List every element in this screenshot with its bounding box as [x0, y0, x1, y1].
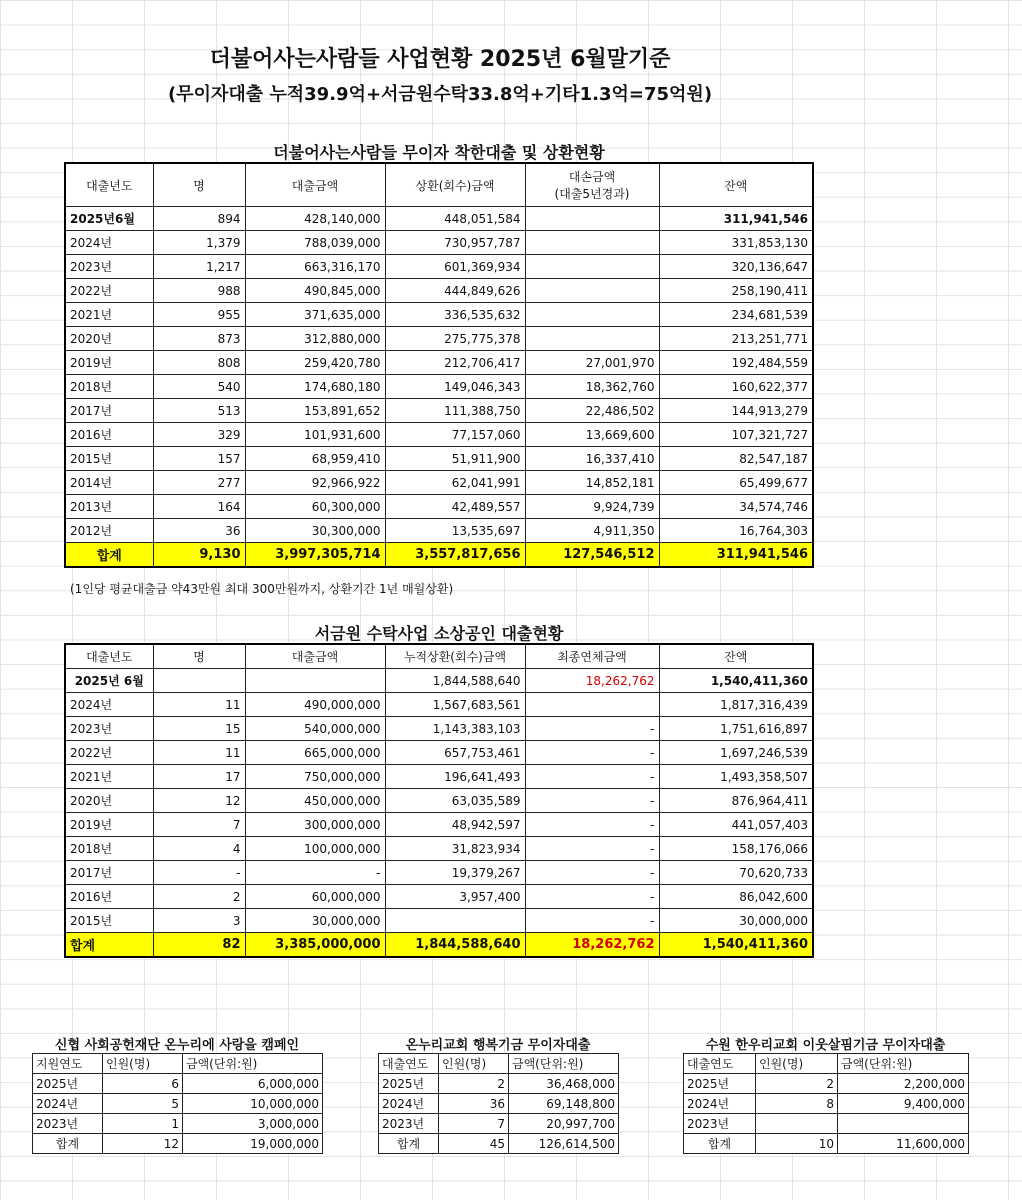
count-cell: 164 [153, 495, 245, 519]
year-cell: 2020년 [65, 327, 153, 351]
col-header-year: 지원연도 [33, 1054, 103, 1074]
loan-amount-cell: 68,959,410 [245, 447, 385, 471]
count-cell: 894 [153, 207, 245, 231]
table-row [65, 231, 813, 255]
table-row [65, 351, 813, 375]
small2-caption: 온누리교회 행복기금 무이자대출 [405, 1038, 591, 1053]
balance-cell: 144,913,279 [659, 399, 813, 423]
amount-cell: 69,148,800 [509, 1094, 619, 1114]
table-row [684, 1114, 969, 1134]
amount-cell: 9,400,000 [838, 1094, 969, 1114]
total-year-cell: 합계 [379, 1134, 439, 1154]
total-row [65, 933, 813, 958]
col-header-amount: 금액(단위:원) [183, 1054, 323, 1074]
loan-amount-cell: 60,300,000 [245, 495, 385, 519]
bad-debt-cell [525, 207, 659, 231]
table-row [379, 1074, 619, 1094]
year-cell: 2016년 [65, 423, 153, 447]
table-row [33, 1074, 323, 1094]
count-cell: 955 [153, 303, 245, 327]
repaid-cell: 149,046,343 [385, 375, 525, 399]
bad-debt-cell [525, 303, 659, 327]
repaid-cell: 62,041,991 [385, 471, 525, 495]
total-row [684, 1134, 969, 1154]
count-cell: 7 [153, 813, 245, 837]
people-cell: 36 [439, 1094, 509, 1114]
repaid-cell: 31,823,934 [385, 837, 525, 861]
repaid-cell: 1,567,683,561 [385, 693, 525, 717]
balance-cell: 160,622,377 [659, 375, 813, 399]
bad-debt-cell: 27,001,970 [525, 351, 659, 375]
balance-cell: 1,697,246,539 [659, 741, 813, 765]
table1-caption: 더불어사는사람들 무이자 착한대출 및 상환현황 [273, 143, 605, 162]
col-header-amount: 금액(단위:원) [838, 1054, 969, 1074]
loan-amount-cell: - [245, 861, 385, 885]
loan-amount-cell [245, 669, 385, 693]
count-cell: 11 [153, 693, 245, 717]
people-cell: 8 [756, 1094, 838, 1114]
balance-cell: 16,764,303 [659, 519, 813, 543]
count-cell: 988 [153, 279, 245, 303]
balance-cell: 258,190,411 [659, 279, 813, 303]
overdue-cell: - [525, 717, 659, 741]
balance-cell: 70,620,733 [659, 861, 813, 885]
balance-cell: 107,321,727 [659, 423, 813, 447]
overdue-cell: - [525, 909, 659, 933]
count-cell: 4 [153, 837, 245, 861]
count-cell: 873 [153, 327, 245, 351]
col-header-amount: 금액(단위:원) [509, 1054, 619, 1074]
header-row [684, 1054, 969, 1074]
col-header-bad-debt [525, 163, 659, 207]
loan-amount-cell: 92,966,922 [245, 471, 385, 495]
loan-amount-cell: 750,000,000 [245, 765, 385, 789]
total-repaid-cell: 3,557,817,656 [385, 543, 525, 568]
repaid-cell: 657,753,461 [385, 741, 525, 765]
amount-cell: 2,200,000 [838, 1074, 969, 1094]
total-year-cell: 합계 [65, 543, 153, 568]
table-row [379, 1114, 619, 1134]
year-cell: 2024년 [684, 1094, 756, 1114]
onnuri-fund-table [378, 1053, 619, 1154]
year-cell: 2023년 [684, 1114, 756, 1134]
total-loan-amount-cell: 3,997,305,714 [245, 543, 385, 568]
balance-cell: 82,547,187 [659, 447, 813, 471]
amount-cell [838, 1114, 969, 1134]
year-cell: 2023년 [65, 717, 153, 741]
table-row [65, 861, 813, 885]
repaid-cell: 336,535,632 [385, 303, 525, 327]
balance-cell: 331,853,130 [659, 231, 813, 255]
col-header-year: 대출년도 [65, 163, 153, 207]
repaid-cell: 448,051,584 [385, 207, 525, 231]
year-cell: 2025년 [379, 1074, 439, 1094]
loan-amount-cell: 101,931,600 [245, 423, 385, 447]
balance-cell: 441,057,403 [659, 813, 813, 837]
total-amount-cell: 19,000,000 [183, 1134, 323, 1154]
total-people-cell: 10 [756, 1134, 838, 1154]
balance-cell: 1,817,316,439 [659, 693, 813, 717]
year-cell: 2012년 [65, 519, 153, 543]
loan-amount-cell: 60,000,000 [245, 885, 385, 909]
year-cell: 2022년 [65, 279, 153, 303]
repaid-cell: 212,706,417 [385, 351, 525, 375]
year-cell: 2017년 [65, 399, 153, 423]
total-repaid-cell: 1,844,588,640 [385, 933, 525, 958]
people-cell: 7 [439, 1114, 509, 1134]
repaid-cell: 63,035,589 [385, 789, 525, 813]
loan-amount-cell: 100,000,000 [245, 837, 385, 861]
total-amount-cell: 126,614,500 [509, 1134, 619, 1154]
table-row [65, 693, 813, 717]
smallbiz-loan-table [64, 643, 814, 958]
table-row [65, 741, 813, 765]
header-row [33, 1054, 323, 1074]
loan-amount-cell: 153,891,652 [245, 399, 385, 423]
loan-amount-cell: 788,039,000 [245, 231, 385, 255]
bad-debt-cell: 22,486,502 [525, 399, 659, 423]
count-cell: 2 [153, 885, 245, 909]
table-row [65, 423, 813, 447]
count-cell: 513 [153, 399, 245, 423]
col-header-balance: 잔액 [659, 644, 813, 669]
repaid-cell: 1,844,588,640 [385, 669, 525, 693]
year-cell: 2019년 [65, 813, 153, 837]
col-header-count: 명 [153, 163, 245, 207]
year-cell: 2015년 [65, 909, 153, 933]
total-balance-cell: 1,540,411,360 [659, 933, 813, 958]
table-row [65, 909, 813, 933]
count-cell: 17 [153, 765, 245, 789]
overdue-cell: - [525, 837, 659, 861]
table-row [65, 765, 813, 789]
balance-cell: 1,751,616,897 [659, 717, 813, 741]
count-cell: 329 [153, 423, 245, 447]
loan-amount-cell: 312,880,000 [245, 327, 385, 351]
amount-cell: 3,000,000 [183, 1114, 323, 1134]
total-row [379, 1134, 619, 1154]
table-row [65, 813, 813, 837]
count-cell: 1,379 [153, 231, 245, 255]
table-row [65, 303, 813, 327]
bad-debt-cell: 18,362,760 [525, 375, 659, 399]
overdue-cell: - [525, 789, 659, 813]
overdue-cell: - [525, 813, 659, 837]
total-bad-debt-cell: 127,546,512 [525, 543, 659, 568]
repaid-cell: 601,369,934 [385, 255, 525, 279]
loan-amount-cell: 174,680,180 [245, 375, 385, 399]
loan-amount-cell: 371,635,000 [245, 303, 385, 327]
year-cell: 2016년 [65, 885, 153, 909]
repaid-cell: 13,535,697 [385, 519, 525, 543]
amount-cell: 36,468,000 [509, 1074, 619, 1094]
repaid-cell: 275,775,378 [385, 327, 525, 351]
table-row [65, 447, 813, 471]
total-loan-amount-cell: 3,385,000,000 [245, 933, 385, 958]
loan-amount-cell: 30,000,000 [245, 909, 385, 933]
balance-cell: 213,251,771 [659, 327, 813, 351]
col-header-cumulative-repaid: 누적상환(회수)금액 [385, 644, 525, 669]
year-cell: 2024년 [65, 231, 153, 255]
loan-amount-cell: 428,140,000 [245, 207, 385, 231]
table-row [684, 1074, 969, 1094]
repaid-cell [385, 909, 525, 933]
year-cell: 2025년 [33, 1074, 103, 1094]
year-cell: 2025년6월 [65, 207, 153, 231]
bad-debt-cell: 4,911,350 [525, 519, 659, 543]
col-header-people: 인원(명) [756, 1054, 838, 1074]
total-year-cell: 합계 [65, 933, 153, 958]
repaid-cell: 77,157,060 [385, 423, 525, 447]
year-cell: 2023년 [379, 1114, 439, 1134]
balance-cell: 86,042,600 [659, 885, 813, 909]
year-cell: 2013년 [65, 495, 153, 519]
loan-amount-cell: 663,316,170 [245, 255, 385, 279]
repaid-cell: 444,849,626 [385, 279, 525, 303]
page-subtitle: (무이자대출 누적39.9억+서금원수탁33.8억+기타1.3억=75억원) [167, 84, 713, 105]
table-row [33, 1094, 323, 1114]
total-overdue-cell: 18,262,762 [525, 933, 659, 958]
loan-repayment-table [64, 162, 814, 568]
header-row [379, 1054, 619, 1074]
count-cell: 808 [153, 351, 245, 375]
loan-amount-cell: 300,000,000 [245, 813, 385, 837]
balance-cell: 65,499,677 [659, 471, 813, 495]
table-row [65, 471, 813, 495]
table-row [65, 375, 813, 399]
year-cell: 2021년 [65, 765, 153, 789]
loan-amount-cell: 259,420,780 [245, 351, 385, 375]
balance-cell: 34,574,746 [659, 495, 813, 519]
year-cell: 2015년 [65, 447, 153, 471]
year-cell: 2022년 [65, 741, 153, 765]
balance-cell: 192,484,559 [659, 351, 813, 375]
total-amount-cell: 11,600,000 [838, 1134, 969, 1154]
table2-caption: 서금원 수탁사업 소상공인 대출현황 [314, 624, 564, 643]
balance-cell: 234,681,539 [659, 303, 813, 327]
col-header-bad-debt-line1: 대손금액 [568, 170, 616, 184]
amount-cell: 10,000,000 [183, 1094, 323, 1114]
people-cell: 6 [103, 1074, 183, 1094]
count-cell: 540 [153, 375, 245, 399]
table-row [65, 279, 813, 303]
table-row [65, 255, 813, 279]
repaid-cell: 3,957,400 [385, 885, 525, 909]
year-cell: 2025년 6월 [65, 669, 153, 693]
overdue-cell [525, 693, 659, 717]
table-row [65, 207, 813, 231]
people-cell: 5 [103, 1094, 183, 1114]
col-header-people: 인원(명) [439, 1054, 509, 1074]
bad-debt-cell: 9,924,739 [525, 495, 659, 519]
table1-note: (1인당 평균대출금 약43만원 최대 300만원까지, 상환기간 1년 매월상환) [70, 582, 454, 596]
overdue-cell: - [525, 885, 659, 909]
loan-amount-cell: 490,000,000 [245, 693, 385, 717]
hanwoori-fund-table [683, 1053, 969, 1154]
table-row [65, 837, 813, 861]
count-cell: 1,217 [153, 255, 245, 279]
table-row [65, 399, 813, 423]
repaid-cell: 196,641,493 [385, 765, 525, 789]
bad-debt-cell: 14,852,181 [525, 471, 659, 495]
amount-cell: 6,000,000 [183, 1074, 323, 1094]
count-cell: 15 [153, 717, 245, 741]
col-header-overdue: 최종연체금액 [525, 644, 659, 669]
overdue-cell: - [525, 765, 659, 789]
count-cell: 36 [153, 519, 245, 543]
year-cell: 2023년 [65, 255, 153, 279]
total-year-cell: 합계 [684, 1134, 756, 1154]
count-cell: 3 [153, 909, 245, 933]
bad-debt-cell [525, 279, 659, 303]
col-header-repaid-amount: 상환(회수)금액 [385, 163, 525, 207]
table-row [65, 717, 813, 741]
table-row [33, 1114, 323, 1134]
count-cell: - [153, 861, 245, 885]
table-row [379, 1094, 619, 1114]
year-cell: 2014년 [65, 471, 153, 495]
count-cell: 11 [153, 741, 245, 765]
loan-amount-cell: 665,000,000 [245, 741, 385, 765]
overdue-cell: - [525, 861, 659, 885]
count-cell: 157 [153, 447, 245, 471]
repaid-cell: 48,942,597 [385, 813, 525, 837]
count-cell [153, 669, 245, 693]
total-balance-cell: 311,941,546 [659, 543, 813, 568]
col-header-year: 대출년도 [65, 644, 153, 669]
year-cell: 2024년 [65, 693, 153, 717]
year-cell: 2025년 [684, 1074, 756, 1094]
loan-amount-cell: 450,000,000 [245, 789, 385, 813]
repaid-cell: 1,143,383,103 [385, 717, 525, 741]
total-count-cell: 9,130 [153, 543, 245, 568]
people-cell [756, 1114, 838, 1134]
table-row [684, 1094, 969, 1114]
col-header-count: 명 [153, 644, 245, 669]
repaid-cell: 42,489,557 [385, 495, 525, 519]
table-row [65, 519, 813, 543]
total-row [33, 1134, 323, 1154]
table-row [65, 327, 813, 351]
balance-cell: 876,964,411 [659, 789, 813, 813]
table-row [65, 495, 813, 519]
table-row [65, 669, 813, 693]
page-title: 더불어사는사람들 사업현황 2025년 6월말기준 [209, 47, 671, 72]
total-count-cell: 82 [153, 933, 245, 958]
col-header-year: 대출연도 [684, 1054, 756, 1074]
year-cell: 2021년 [65, 303, 153, 327]
shinhyup-campaign-table [32, 1053, 323, 1154]
balance-cell: 30,000,000 [659, 909, 813, 933]
year-cell: 2018년 [65, 375, 153, 399]
col-header-bad-debt-line2: (대출5년경과) [554, 187, 630, 201]
year-cell: 2024년 [379, 1094, 439, 1114]
balance-cell: 158,176,066 [659, 837, 813, 861]
people-cell: 1 [103, 1114, 183, 1134]
col-header-people: 인원(명) [103, 1054, 183, 1074]
bad-debt-cell: 13,669,600 [525, 423, 659, 447]
count-cell: 12 [153, 789, 245, 813]
balance-cell: 1,540,411,360 [659, 669, 813, 693]
total-people-cell: 12 [103, 1134, 183, 1154]
total-row [65, 543, 813, 568]
col-header-balance: 잔액 [659, 163, 813, 207]
bad-debt-cell [525, 255, 659, 279]
loan-amount-cell: 490,845,000 [245, 279, 385, 303]
people-cell: 2 [756, 1074, 838, 1094]
table-row [65, 789, 813, 813]
bad-debt-cell: 16,337,410 [525, 447, 659, 471]
year-cell: 2023년 [33, 1114, 103, 1134]
year-cell: 2024년 [33, 1094, 103, 1114]
balance-cell: 320,136,647 [659, 255, 813, 279]
year-cell: 2017년 [65, 861, 153, 885]
repaid-cell: 111,388,750 [385, 399, 525, 423]
col-header-loan-amount: 대출금액 [245, 644, 385, 669]
balance-cell: 1,493,358,507 [659, 765, 813, 789]
table-row [65, 885, 813, 909]
repaid-cell: 730,957,787 [385, 231, 525, 255]
bad-debt-cell [525, 231, 659, 255]
count-cell: 277 [153, 471, 245, 495]
year-cell: 2020년 [65, 789, 153, 813]
total-year-cell: 합계 [33, 1134, 103, 1154]
year-cell: 2019년 [65, 351, 153, 375]
overdue-cell: 18,262,762 [525, 669, 659, 693]
year-cell: 2018년 [65, 837, 153, 861]
loan-amount-cell: 30,300,000 [245, 519, 385, 543]
repaid-cell: 19,379,267 [385, 861, 525, 885]
bad-debt-cell [525, 327, 659, 351]
small1-caption: 신협 사회공헌재단 온누리에 사랑을 캠페인 [54, 1038, 300, 1053]
people-cell: 2 [439, 1074, 509, 1094]
total-people-cell: 45 [439, 1134, 509, 1154]
loan-amount-cell: 540,000,000 [245, 717, 385, 741]
repaid-cell: 51,911,900 [385, 447, 525, 471]
col-header-year: 대출연도 [379, 1054, 439, 1074]
overdue-cell: - [525, 741, 659, 765]
balance-cell: 311,941,546 [659, 207, 813, 231]
amount-cell: 20,997,700 [509, 1114, 619, 1134]
col-header-loan-amount: 대출금액 [245, 163, 385, 207]
small3-caption: 수원 한우리교회 이웃살핌기금 무이자대출 [705, 1038, 946, 1053]
